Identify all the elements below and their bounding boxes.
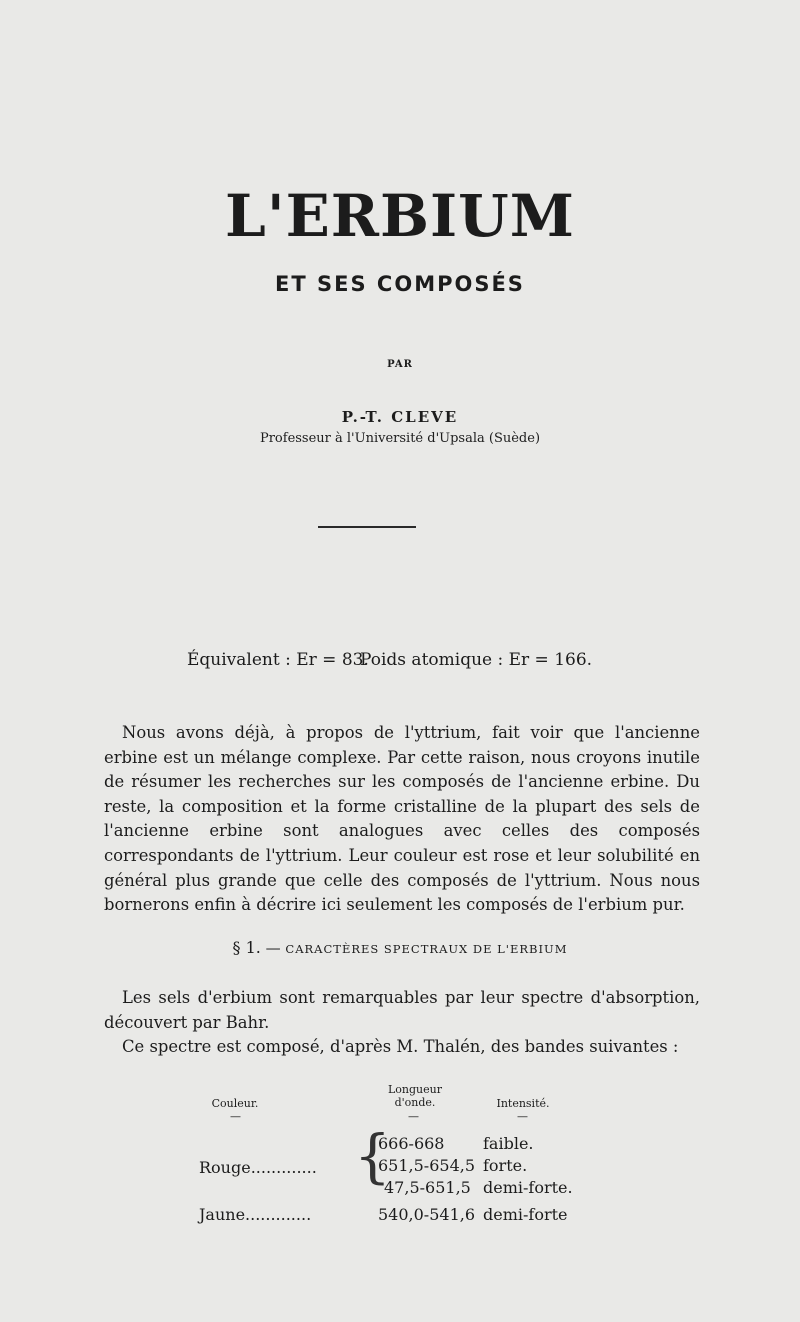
paragraph-spectrum: Ce spectre est composé, d'après M. Thalén, des bandes suivantes : <box>122 1037 679 1056</box>
row-label-jaune: Jaune............. <box>199 1205 312 1224</box>
header-couleur: Couleur. <box>211 1097 259 1110</box>
section-number: § 1. <box>232 938 261 957</box>
paragraph-intro: Nous avons déjà, à propos de l'yttrium, fait voir que l'ancienne erbine est un mélange complexe. Par cette raison, nous croyons inutile de résumer les recherches sur les composés de l'ancienne erbine. Du reste, la composition et la forme cristalline de la plupart des sels de l'ancienne erbine sont analogues avec celles des composés correspondants de l'yttrium. Leur couleur est rose et leur solubilité en général plus grande que celle des composés de l'yttrium. Nous nous bornerons enfin à décrire ici seulement les composés de l'erbium pur. <box>104 723 700 915</box>
header-longueur-line1: Longueur <box>388 1083 442 1096</box>
section-dash: — <box>265 939 281 957</box>
section-heading <box>0 938 800 957</box>
author-name: P.-T. CLEVE <box>341 408 459 426</box>
row-label-rouge: Rouge............. <box>199 1158 317 1177</box>
book-title: L'ERBIUM <box>225 182 575 250</box>
dash-couleur: — <box>230 1110 241 1123</box>
brace-rouge: { <box>354 1122 391 1190</box>
intensity-rouge-3: demi-forte. <box>483 1178 573 1197</box>
intensity-rouge-2: forte. <box>483 1156 528 1175</box>
header-longueur-line2: d'onde. <box>394 1096 436 1109</box>
intensity-rouge-1: faible. <box>483 1134 534 1153</box>
dash-longueur: — <box>408 1110 419 1123</box>
author-affiliation: Professeur à l'Université d'Upsala (Suède) <box>259 431 541 446</box>
dash-intensite: — <box>517 1110 528 1123</box>
paragraph-absorption: Les sels d'erbium sont remarquables par leur spectre d'absorption, découvert par Bahr. <box>104 988 700 1032</box>
wave-rouge-1: 666-668 <box>378 1134 445 1153</box>
header-intensite: Intensité. <box>496 1097 550 1110</box>
equivalent-text: Équivalent : Er = 83. <box>187 650 369 670</box>
divider-rule <box>318 526 416 528</box>
wave-rouge-2: 651,5-654,5 <box>378 1156 476 1175</box>
intensity-jaune: demi-forte <box>483 1205 568 1224</box>
book-subtitle: ET SES COMPOSÉS <box>275 272 525 296</box>
section-title: CARACTÈRES SPECTRAUX DE L'ERBIUM <box>285 942 568 956</box>
header-longueur <box>370 1083 460 1109</box>
atomic-weight-text: Poids atomique : Er = 166. <box>360 650 593 670</box>
par-label: PAR <box>387 359 413 370</box>
wave-jaune: 540,0-541,6 <box>378 1205 476 1224</box>
wave-rouge-3: 47,5-651,5 <box>384 1178 471 1197</box>
